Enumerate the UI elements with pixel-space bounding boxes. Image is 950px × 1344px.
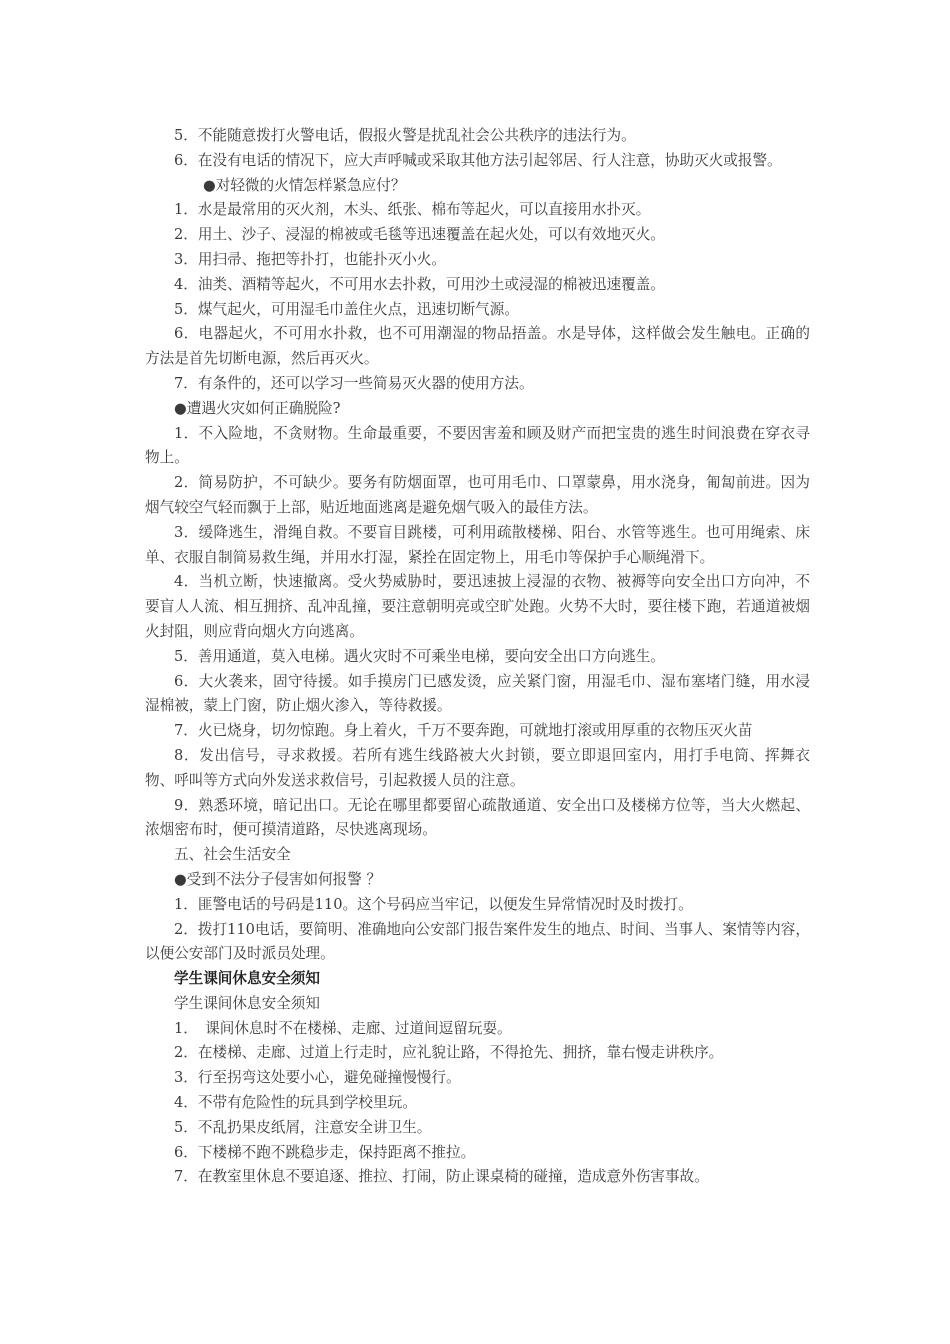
paragraph: 2．拨打110电话，要简明、准确地向公安部门报告案件发生的地点、时间、当事人、案情等内容，以便公安部门及时派员处理。 bbox=[145, 920, 810, 963]
paragraph: 4．不带有危险性的玩具到学校里玩。 bbox=[174, 1094, 417, 1112]
paragraph: 3．用扫帚、拖把等扑打，也能扑灭小火。 bbox=[174, 250, 446, 268]
paragraph: 学生课间休息安全须知 bbox=[174, 994, 320, 1012]
paragraph: 1．不入险地，不贪财物。生命最重要，不要因害羞和顾及财产而把宝贵的逃生时间浪费在穿衣寻物上。 bbox=[145, 424, 810, 467]
paragraph: 1．匪警电话的号码是110。这个号码应当牢记，以便发生异常情况时及时拨打。 bbox=[174, 895, 693, 913]
paragraph: 4．当机立断，快速撤离。受火势威胁时，要迅速披上浸湿的衣物、被褥等向安全出口方向冲，不要盲人人流、相互拥挤、乱冲乱撞，要注意朝明亮或空旷处跑。火势不大时，要往楼下跑，若通道被烟火封阻，则应背向烟火方向逃离。 bbox=[145, 573, 810, 640]
paragraph: 6．电器起火，不可用水扑救，也不可用潮湿的物品捂盖。水是导体，这样做会发生触电。正确的方法是首先切断电源，然后再灭火。 bbox=[145, 325, 810, 368]
paragraph: 2．用土、沙子、浸湿的棉被或毛毯等迅速覆盖在起火处，可以有效地灭火。 bbox=[174, 226, 665, 244]
paragraph: ●受到不法分子侵害如何报警 ？ bbox=[174, 870, 382, 888]
paragraph: 5．不乱扔果皮纸屑，注意安全讲卫生。 bbox=[174, 1118, 432, 1136]
paragraph: 5．不能随意拨打火警电话，假报火警是扰乱社会公共秩序的违法行为。 bbox=[174, 127, 636, 144]
paragraph: 7．在教室里休息不要追逐、推拉、打闹，防止课桌椅的碰撞，造成意外伤害事故。 bbox=[174, 1168, 709, 1186]
paragraph: 3．缓降逃生，滑绳自救。不要盲目跳楼，可利用疏散楼梯、阳台、水管等逃生。也可用绳索、床单、衣服自制简易救生绳，并用水打湿，紧拴在固定物上，用毛巾等保护手心顺绳滑下。 bbox=[145, 523, 810, 566]
paragraph: 7．有条件的，还可以学习一些简易灭火器的使用方法。 bbox=[174, 374, 534, 392]
paragraph: 9．熟悉环境，暗记出口。无论在哪里都要留心疏散通道、安全出口及楼梯方位等，当大火燃起、浓烟密布时，便可摸清道路，尽快逃离现场。 bbox=[145, 796, 810, 839]
paragraph: 1． 课间休息时不在楼梯、走廊、过道间逗留玩耍。 bbox=[174, 1019, 512, 1037]
paragraph: ●遭遇火灾如何正确脱险? bbox=[174, 399, 341, 417]
paragraph: 6．大火袭来，固守待援。如手摸房门已感发烫，应关紧门窗，用湿毛巾、湿布塞堵门缝，用水浸湿棉被，蒙上门窗，防止烟火渗入，等待救援。 bbox=[145, 672, 810, 715]
paragraph: 五、社会生活安全 bbox=[174, 846, 291, 864]
paragraph: 3．行至拐弯这处要小心，避免碰撞慢慢行。 bbox=[174, 1069, 461, 1087]
paragraph: ●对轻微的火情怎样紧急应付？ bbox=[203, 176, 406, 194]
document-page bbox=[145, 124, 810, 1190]
paragraph: 2．在楼梯、走廊、过道上行走时，应礼貌让路，不得抢先、拥挤，靠右慢走讲秩序。 bbox=[174, 1044, 724, 1062]
paragraph: 5．煤气起火，可用湿毛巾盖住火点，迅速切断气源。 bbox=[174, 300, 519, 318]
paragraph: 2．简易防护，不可缺少。要务有防烟面罩，也可用毛巾、口罩蒙鼻，用水浇身，匍匐前进。因为烟气较空气轻而飘于上部，贴近地面逃离是避免烟气吸入的最佳方法。 bbox=[145, 474, 810, 516]
paragraph: 7．火已烧身，切勿惊跑。身上着火，千万不要奔跑，可就地打滚或用厚重的衣物压灭火苗 bbox=[174, 722, 753, 740]
paragraph: 4．油类、酒精等起火，不可用水去扑救，可用沙土或浸湿的棉被迅速覆盖。 bbox=[174, 275, 665, 293]
paragraph: 6．下楼梯不跑不跳稳步走，保持距离不推拉。 bbox=[174, 1143, 476, 1161]
paragraph: 1．水是最常用的灭火剂，木头、纸张、棉布等起火，可以直接用水扑灭。 bbox=[174, 201, 651, 219]
paragraph: 5．善用通道，莫入电梯。遇火灾时不可乘坐电梯，要向安全出口方向逃生。 bbox=[174, 647, 665, 665]
section-heading: 学生课间休息安全须知 bbox=[174, 970, 320, 988]
paragraph: 8．发出信号，寻求救援。若所有逃生线路被大火封锁，要立即退回室内，用打手电筒、挥舞衣物、呼叫等方式向外发送求救信号，引起救援人员的注意。 bbox=[145, 746, 810, 789]
paragraph: 6．在没有电话的情况下，应大声呼喊或采取其他方法引起邻居、行人注意，协助灭火或报警。 bbox=[174, 151, 782, 169]
